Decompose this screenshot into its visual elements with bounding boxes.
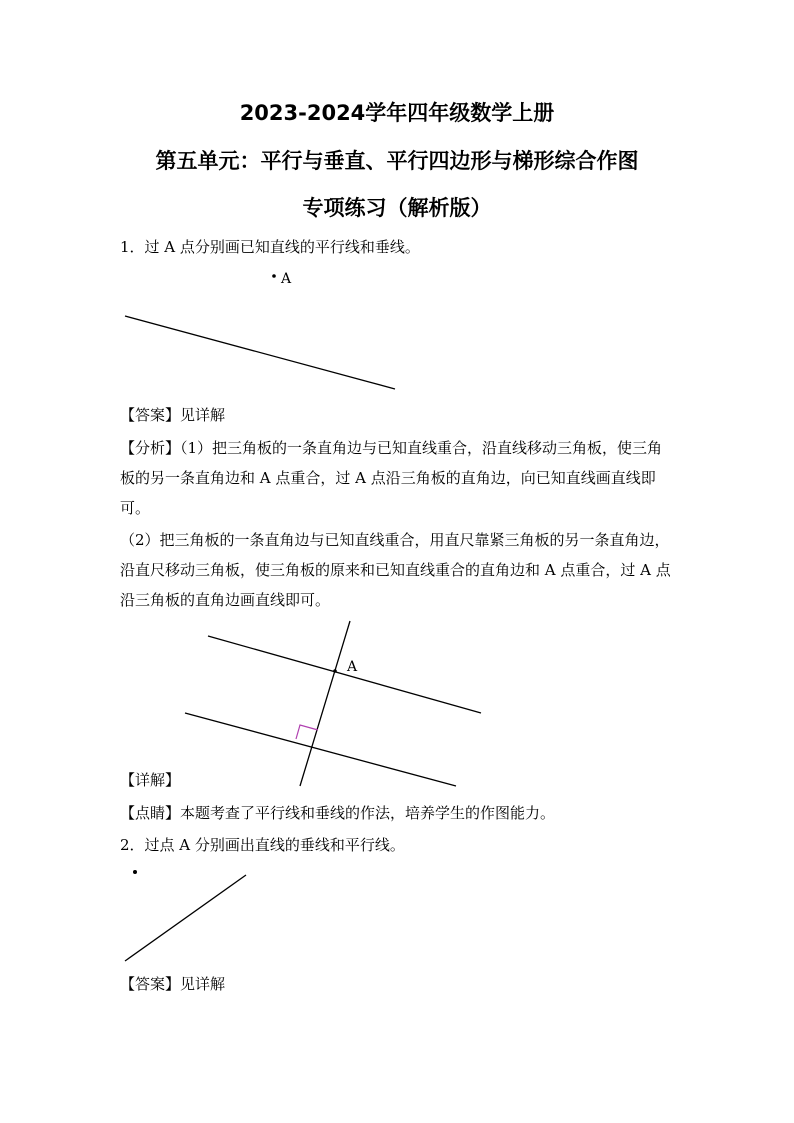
point-a-label: A [281, 271, 292, 287]
question-1: 1．过 A 点分别画已知直线的平行线和垂线。 [120, 238, 420, 256]
question-2: 2．过点 A 分别画出直线的垂线和平行线。 [120, 836, 405, 854]
title-line-1: 2023-2024学年四年级数学上册 [239, 101, 555, 125]
analysis-paragraph-1: 【分析】（1）把三角板的一条直角边与已知直线重合，沿直线移动三角板，使三角板的另一条直角边和 A 点重合，过 A 点沿三角板的直角边，向已知直线画直线即可。 [120, 439, 663, 517]
solution-point-a-label: A [347, 659, 358, 675]
q2-point-a-dot [133, 870, 137, 874]
solution-label: 【详解】 [120, 771, 181, 789]
title-line-2: 第五单元：平行与垂直、平行四边形与梯形综合作图 [155, 149, 639, 173]
answer-2: 【答案】见详解 [120, 975, 226, 993]
title-line-3: 专项练习（解析版） [302, 196, 492, 220]
q2-given-line [125, 875, 246, 961]
analysis-paragraph-2: （2）把三角板的一条直角边与已知直线重合，用直尺靠紧三角板的另一条直角边，沿直尺移动三角板，使三角板的原来和已知直线重合的直角边和 A 点重合，过 A 点沿三角板的直角边画直线即可。 [120, 531, 671, 609]
comment-1: 【点睛】本题考查了平行线和垂线的作法，培养学生的作图能力。 [120, 804, 556, 822]
answer-1: 【答案】见详解 [120, 406, 226, 424]
